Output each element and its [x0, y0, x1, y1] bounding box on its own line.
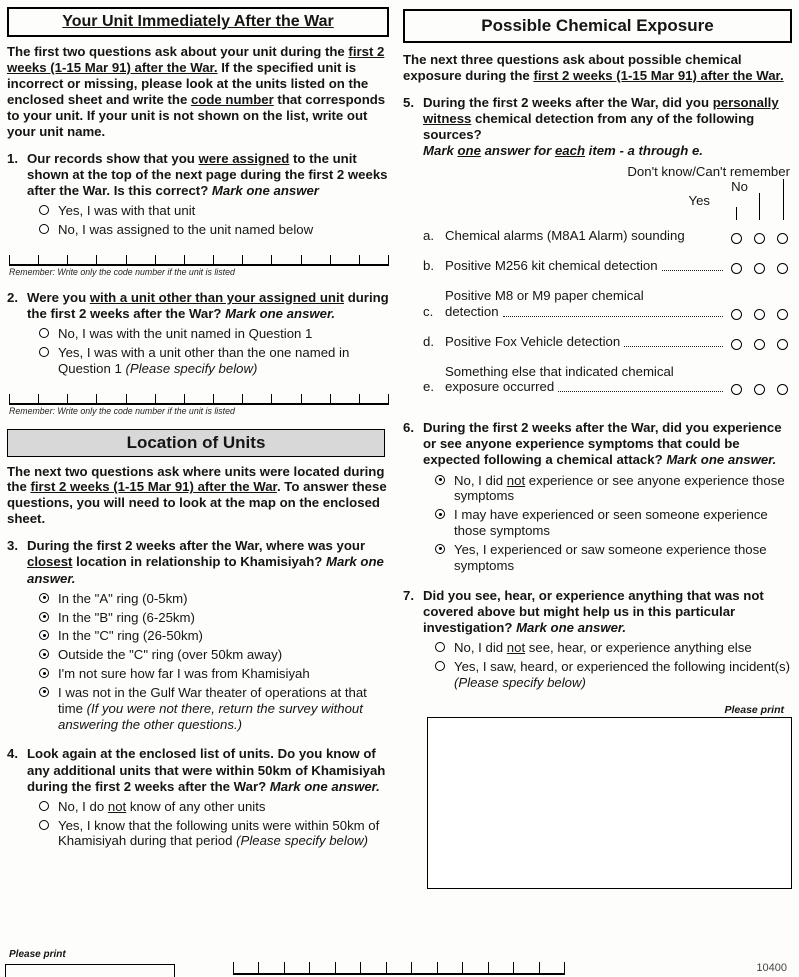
question-2-number: 2.: [7, 289, 18, 305]
q6-option-yes-radio[interactable]: [435, 544, 445, 554]
q1-option-no: [39, 222, 391, 238]
q4-option-no-label: No, I do not know of any other units: [58, 798, 266, 814]
question-6-text: During the first 2 weeks after the War, did you experience or see anyone experience symptoms that could be expected following a chemical attack? Mark one answer.: [423, 420, 782, 468]
q3-option-ring-a-radio[interactable]: [39, 593, 49, 603]
q1-code-note: Remember: Write only the code number if the unit is listed: [9, 266, 235, 277]
q2-unit-code-entry[interactable]: [9, 394, 389, 405]
q5-header-line-no: [759, 193, 761, 220]
q5-header-line-dont-know: [783, 179, 785, 220]
q5-item-d-answers: [731, 339, 792, 350]
q3-option-ring-c-radio[interactable]: [39, 630, 49, 640]
please-print-left-label: Please print: [9, 949, 66, 960]
q4-option-no-radio[interactable]: [39, 801, 49, 811]
q6-option-yes-label: Yes, I experienced or saw someone experience those symptoms: [454, 541, 767, 573]
question-7: [403, 588, 792, 694]
q7-option-no: [435, 640, 792, 656]
exposure-section-intro: The next three questions ask about possible chemical exposure during the first 2 weeks (1-15 Mar 91) after the War.: [403, 52, 784, 83]
q1-option-no-radio[interactable]: [39, 224, 49, 234]
q5-item-b-letter: b.: [423, 258, 434, 274]
q1-option-yes: [39, 203, 391, 219]
q3-option-outside-c: [39, 647, 391, 663]
q5-c-yes-radio[interactable]: [731, 309, 742, 320]
q5-item-b-answers: [731, 263, 792, 274]
question-5-text: During the first 2 weeks after the War, did you personally witness chemical detection from any of the following sources?: [423, 94, 779, 143]
q1-option-yes-radio[interactable]: [39, 205, 49, 215]
q1-option-no-label: No, I was assigned to the unit named below: [58, 221, 314, 237]
q2-option-yes-radio[interactable]: [39, 347, 49, 357]
q5-d-yes-radio[interactable]: [731, 339, 742, 350]
q6-option-no-radio[interactable]: [435, 475, 445, 485]
q5-item-b-label: Positive M256 kit chemical detection: [445, 258, 658, 274]
section-header-unit: [7, 7, 389, 37]
q7-option-no-radio[interactable]: [435, 642, 445, 652]
question-1-number: 1.: [7, 150, 18, 166]
q5-item-a-answers: [731, 233, 792, 244]
q3-option-not-in-theater-label: I was not in the Gulf War theater of operations at that time (If you were not there, return the survey without answering the other questions.): [58, 684, 367, 732]
q5-item-a-letter: a.: [423, 228, 434, 244]
question-2: [7, 290, 391, 380]
question-5: [403, 95, 792, 409]
q3-option-ring-b-radio[interactable]: [39, 612, 49, 622]
q7-option-yes-radio[interactable]: [435, 661, 445, 671]
q3-option-ring-a: [39, 591, 391, 607]
question-7-number: 7.: [403, 587, 414, 603]
q3-option-not-sure-label: I'm not sure how far I was from Khamisiyah: [58, 666, 310, 682]
q7-option-no-label: No, I did not see, hear, or experience anything else: [454, 639, 752, 655]
q5-a-dont-know-radio[interactable]: [777, 233, 788, 244]
section-title-location: Location of Units: [126, 432, 266, 452]
q5-item-c: [423, 288, 792, 320]
q6-option-no: [435, 473, 792, 505]
q2-option-no-radio[interactable]: [39, 328, 49, 338]
q2-code-note: Remember: Write only the code number if the unit is listed: [9, 405, 235, 416]
bottom-code-entry[interactable]: [233, 962, 565, 975]
q3-option-ring-b: [39, 610, 391, 626]
q7-write-in-box[interactable]: [427, 717, 792, 889]
location-section-intro: The next two questions ask where units were located during the first 2 weeks (1-15 Mar 91) after the War. To answer these questions, you will need to look at the map on the enclosed sheet.: [7, 463, 387, 527]
q5-response-headers: [423, 164, 792, 220]
q4-option-no: [39, 799, 391, 815]
q5-item-d: [423, 334, 792, 350]
q5-item-d-leader: [624, 346, 723, 347]
q3-option-outside-c-radio[interactable]: [39, 649, 49, 659]
q1-option-yes-label: Yes, I was with that unit: [58, 203, 196, 219]
q1-unit-code-entry[interactable]: [9, 255, 389, 266]
section-header-location: [7, 429, 385, 457]
q5-item-e-leader: [558, 391, 723, 392]
q5-c-no-radio[interactable]: [754, 309, 765, 320]
q4-option-yes-label: Yes, I know that the following units were within 50km of Khamisiyah during that period (Please specify below): [58, 817, 380, 849]
q5-e-yes-radio[interactable]: [731, 384, 742, 395]
section-header-exposure: [403, 9, 792, 43]
question-2-options: [39, 326, 391, 377]
q2-option-no: [39, 326, 391, 342]
left-column: [7, 5, 391, 863]
q5-e-dont-know-radio[interactable]: [777, 384, 788, 395]
q5-d-no-radio[interactable]: [754, 339, 765, 350]
q5-b-yes-radio[interactable]: [731, 263, 742, 274]
q3-option-outside-c-label: Outside the "C" ring (over 50km away): [58, 647, 283, 663]
q6-option-no-label: No, I did not experience or see anyone experience those symptoms: [454, 472, 785, 504]
q5-b-no-radio[interactable]: [754, 263, 765, 274]
q5-header-yes: Yes: [688, 193, 710, 209]
q3-option-not-in-theater: [39, 685, 391, 733]
question-4-number: 4.: [7, 746, 18, 762]
q5-item-e: [423, 364, 792, 396]
section-title-exposure: Possible Chemical Exposure: [481, 16, 714, 35]
question-5-instruction: Mark one answer for each item - a through e.: [423, 143, 703, 159]
q4-option-yes-radio[interactable]: [39, 820, 49, 830]
q4-write-in-box[interactable]: [5, 964, 175, 977]
q5-e-no-radio[interactable]: [754, 384, 765, 395]
q3-option-ring-c: [39, 628, 391, 644]
q3-option-not-in-theater-radio[interactable]: [39, 687, 49, 697]
question-1-text: Our records show that you were assigned to the unit shown at the top of the next page during the first 2 weeks after the War. Is this correct? Mark one answer: [27, 150, 388, 198]
question-3: [7, 538, 391, 735]
q5-item-c-label-line2: detection: [445, 303, 499, 319]
q5-item-e-letter: e.: [423, 379, 434, 395]
question-3-text: During the first 2 weeks after the War, where was your closest location in relationship to Khamisiyah? Mark one answer.: [27, 538, 384, 586]
q5-d-dont-know-radio[interactable]: [777, 339, 788, 350]
q6-option-yes: [435, 542, 792, 574]
question-1: [7, 151, 391, 241]
question-3-options: [39, 591, 391, 733]
q2-option-no-label: No, I was with the unit named in Question 1: [58, 325, 313, 341]
please-print-right-label: Please print: [724, 704, 784, 717]
q3-option-ring-a-label: In the "A" ring (0-5km): [58, 590, 188, 606]
q5-item-d-label: Positive Fox Vehicle detection: [445, 333, 621, 349]
section-title-unit: Your Unit Immediately After the War: [62, 13, 334, 30]
q5-item-c-label-line1: Positive M8 or M9 paper chemical: [445, 288, 644, 303]
q5-item-a-label: Chemical alarms (M8A1 Alarm) sounding: [445, 228, 685, 244]
q3-option-ring-b-label: In the "B" ring (6-25km): [58, 609, 195, 625]
question-6: [403, 420, 792, 576]
form-number: 10400: [756, 962, 787, 974]
question-3-number: 3.: [7, 538, 18, 554]
q5-item-b: [423, 258, 792, 274]
q4-option-yes: [39, 818, 391, 850]
q5-item-e-label-line1: Something else that indicated chemical: [445, 363, 674, 379]
q5-a-yes-radio[interactable]: [731, 233, 742, 244]
q5-header-line-yes: [736, 207, 738, 220]
unit-section-intro: The first two questions ask about your unit during the first 2 weeks (1-15 Mar 91) after the War. If the specified unit is incorrect or missing, please look at the units listed on the enclosed sheet and write the code number that corresponds to your unit. If your unit is not shown on the list, write out your unit name.: [7, 44, 386, 139]
q5-header-dont-know: Don't know/Can't remember: [627, 164, 790, 180]
question-7-text: Did you see, hear, or experience anything that was not covered above but might help us in this particular investigation? Mark one answer.: [423, 587, 764, 635]
q5-header-no: No: [731, 179, 748, 195]
question-4-text: Look again at the enclosed list of units. Do you know of any additional units that were within 50km of Khamisiyah during the first 2 weeks after the War? Mark one answer.: [27, 746, 386, 794]
q3-option-not-sure: [39, 666, 391, 682]
q5-item-b-leader: [662, 270, 723, 271]
question-4: [7, 746, 391, 852]
q3-option-ring-c-label: In the "C" ring (26-50km): [58, 628, 203, 644]
question-5-number: 5.: [403, 94, 414, 110]
q7-option-yes-label: Yes, I saw, heard, or experienced the following incident(s) (Please specify below): [454, 658, 790, 690]
q5-item-a: [423, 228, 792, 244]
q5-item-c-answers: [731, 309, 792, 320]
q3-option-not-sure-radio[interactable]: [39, 668, 49, 678]
question-2-text: Were you with a unit other than your assigned unit during the first 2 weeks after the War? Mark one answer.: [27, 289, 389, 321]
q5-item-c-leader: [503, 316, 723, 317]
q2-option-yes-label: Yes, I was with a unit other than the one named in Question 1 (Please specify below): [58, 344, 350, 376]
q6-option-maybe: [435, 507, 792, 539]
q5-item-e-label-line2: exposure occurred: [445, 379, 555, 395]
question-1-options: [39, 203, 391, 238]
q6-option-maybe-label: I may have experienced or seen someone experience those symptoms: [454, 507, 768, 539]
q7-option-yes: [435, 659, 792, 691]
question-6-number: 6.: [403, 420, 414, 436]
q2-option-yes: [39, 345, 391, 377]
q5-item-e-answers: [731, 384, 792, 395]
q5-b-dont-know-radio[interactable]: [777, 263, 788, 274]
right-column: [403, 5, 792, 889]
question-6-options: [435, 473, 792, 574]
q5-item-c-letter: c.: [423, 303, 434, 319]
q6-option-maybe-radio[interactable]: [435, 509, 445, 519]
question-7-options: [435, 640, 792, 691]
q5-item-d-letter: d.: [423, 333, 434, 349]
q5-a-no-radio[interactable]: [754, 233, 765, 244]
question-4-options: [39, 799, 391, 850]
q5-c-dont-know-radio[interactable]: [777, 309, 788, 320]
